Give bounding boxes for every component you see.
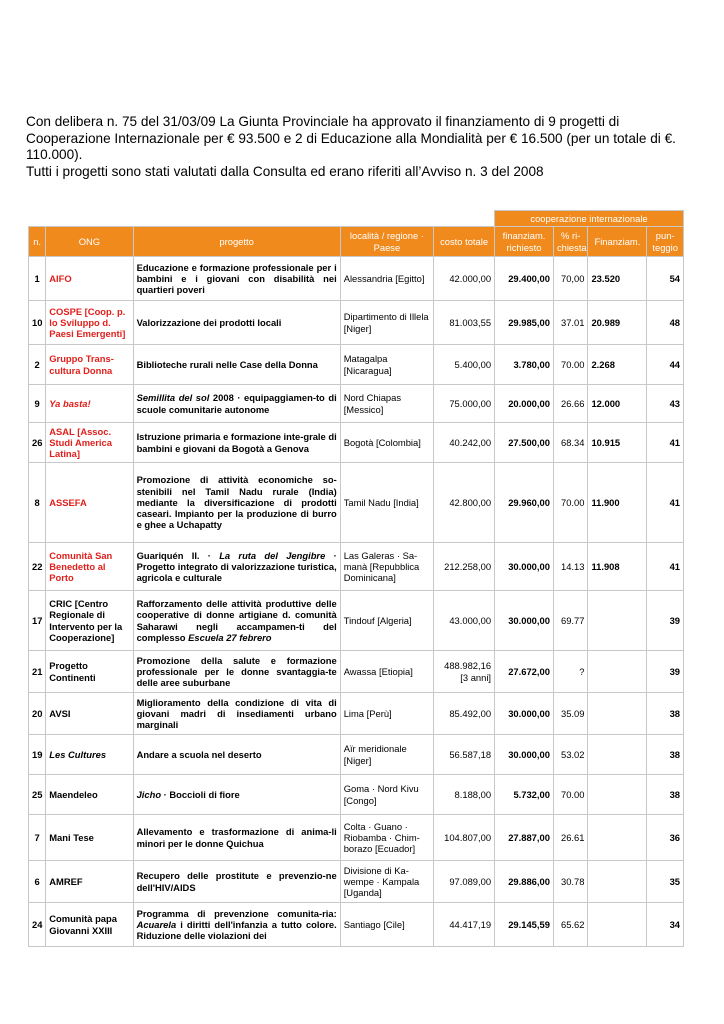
cell-n: 1 [29,257,46,301]
cell-finanziam: 10.915 [588,423,647,463]
cell-costo: 75.000,00 [434,385,495,423]
cell-punteggio: 41 [647,423,684,463]
cell-n: 8 [29,463,46,543]
header-progetto: progetto [133,227,340,257]
header-ong: ONG [46,227,133,257]
cell-progetto [133,543,340,591]
cell-pct: 70.00 [553,775,588,815]
cell-costo: 56.587,18 [434,735,495,775]
cell-localita: Colta · Guano · Riobamba · Chim-borazo [Ecuador] [340,815,433,861]
cell-pct: 70.00 [553,463,588,543]
cell-costo: 104.807,00 [434,815,495,861]
cell-punteggio: 36 [647,815,684,861]
intro-paragraph-1: Con delibera n. 75 del 31/03/09 La Giunta Provinciale ha approvato il finanziamento di 9 progetti di Cooperazione Internazionale per € 93.500 e 2 di Educazione alla Mondialità per € 16.500 (per un totale di €. 110.000). [26,114,676,162]
cell-n: 21 [29,651,46,693]
cell-costo: 8.188,00 [434,775,495,815]
progetto-title-italic: Semillita del sol [136,392,210,404]
cell-localita: Nord Chiapas [Messico] [340,385,433,423]
cell-richiesto: 29.145,59 [495,903,554,947]
cell-n: 2 [29,345,46,385]
cell-localita: Goma · Nord Kivu [Congo] [340,775,433,815]
cell-punteggio: 43 [647,385,684,423]
cell-ong: AIFO [46,257,133,301]
table-row [29,775,684,815]
cell-richiesto: 29.985,00 [495,301,554,345]
cell-finanziam [588,591,647,651]
cell-ong: Comunità San Benedetto al Porto [46,543,133,591]
cell-ong: Mani Tese [46,815,133,861]
cell-localita: Las Galeras · Sa-manà [Repubblica Dominicana] [340,543,433,591]
cell-punteggio: 38 [647,735,684,775]
cell-punteggio: 39 [647,651,684,693]
table-row [29,543,684,591]
cell-ong: Ya basta! [46,385,133,423]
cell-punteggio: 44 [647,345,684,385]
cell-localita: Alessandria [Egitto] [340,257,433,301]
header-finanz-richiesto: finanziam. richiesto [495,227,554,257]
cell-ong: Les Cultures [46,735,133,775]
cell-ong: Maendeleo [46,775,133,815]
cell-punteggio: 38 [647,775,684,815]
cell-n: 9 [29,385,46,423]
table-row [29,735,684,775]
cell-ong: CRIC [Centro Regionale di Intervento per la Cooperazione] [46,591,133,651]
cell-localita: Lima [Perù] [340,693,433,735]
cell-richiesto: 27.500,00 [495,423,554,463]
cell-finanziam: 20.989 [588,301,647,345]
cell-finanziam [588,861,647,903]
header-pct: % ri-chiesta [553,227,588,257]
cell-n: 26 [29,423,46,463]
cell-n: 20 [29,693,46,735]
cell-progetto: Promozione di attività economiche so-stenibili nel Tamil Nadu rurale (India) mediante la diversificazione di prodotti caseari. Impianto per la produzione di burro e ghee a Uchapatty [133,463,340,543]
progetto-text-continued: i diritti dell'infanzia a tutto colore. Riduzione delle violazioni dei [136,918,337,942]
progetto-text: Rafforzamento delle attività produttive delle cooperative di donne artigiane d. comunità Saharawi negli accampamen-ti del complesso [136,598,337,643]
table-row [29,423,684,463]
intro-paragraph-2: Tutti i progetti sono stati valutati dalla Consulta ed erano riferiti all’Avviso n. 3 del 2008 [26,163,544,179]
cell-pct: 53.02 [553,735,588,775]
cell-punteggio: 35 [647,861,684,903]
cell-punteggio: 34 [647,903,684,947]
cell-progetto: Miglioramento della condizione di vita di giovani madri di insediamenti urbano marginali [133,693,340,735]
cell-localita: Bogotà [Colombia] [340,423,433,463]
cell-progetto: Promozione della salute e formazione professionale per le donne svantaggia-te delle aree suburbane [133,651,340,693]
cell-pct: 70.00 [553,345,588,385]
projects-table [28,210,684,947]
cell-costo: 212.258,00 [434,543,495,591]
cell-progetto [133,903,340,947]
cell-richiesto: 30.000,00 [495,591,554,651]
costo-note: [3 anni] [460,671,492,683]
progetto-text: 2008 · equipaggiamen-to di scuole comunitarie autonome [136,392,337,415]
cell-punteggio: 38 [647,693,684,735]
cell-pct: 69.77 [553,591,588,651]
cell-progetto [133,385,340,423]
costo-value: 488.982,16 [444,660,492,672]
cell-punteggio: 39 [647,591,684,651]
cell-pct: 65.62 [553,903,588,947]
table-row [29,861,684,903]
cell-localita: Aïr meridionale [Niger] [340,735,433,775]
cell-progetto [133,775,340,815]
cell-costo [434,651,495,693]
cell-finanziam [588,775,647,815]
cell-progetto: Recupero delle prostitute e prevenzio-ne dell'HIV/AIDS [133,861,340,903]
cell-richiesto: 29.960,00 [495,463,554,543]
cell-localita: Matagalpa [Nicaragua] [340,345,433,385]
table-row [29,815,684,861]
cell-ong: ASAL [Assoc. Studi America Latina] [46,423,133,463]
cell-costo: 81.003,55 [434,301,495,345]
cell-progetto: Andare a scuola nel deserto [133,735,340,775]
table-row [29,257,684,301]
cell-finanziam [588,815,647,861]
cell-richiesto: 27.672,00 [495,651,554,693]
cell-ong: Gruppo Trans-cultura Donna [46,345,133,385]
header-punteggio: pun-teggio [647,227,684,257]
cell-progetto: Allevamento e trasformazione di anima-li minori per le donne Quichua [133,815,340,861]
cell-ong: ASSEFA [46,463,133,543]
progetto-title-italic: Jicho [136,788,162,800]
cell-localita: Dipartimento di Illela [Niger] [340,301,433,345]
cell-finanziam: 2.268 [588,345,647,385]
cell-richiesto: 30.000,00 [495,543,554,591]
header-blank [29,211,495,227]
cell-n: 17 [29,591,46,651]
cell-costo: 5.400,00 [434,345,495,385]
table-row [29,345,684,385]
cell-richiesto: 30.000,00 [495,735,554,775]
table-row [29,463,684,543]
cell-richiesto: 27.887,00 [495,815,554,861]
cell-punteggio: 48 [647,301,684,345]
table-row [29,591,684,651]
header-finanziam: Finanziam. [588,227,647,257]
cell-n: 6 [29,861,46,903]
progetto-prefix: Guariquén II. · [136,549,220,561]
cell-pct: 30.78 [553,861,588,903]
cell-finanziam [588,693,647,735]
cell-punteggio: 41 [647,543,684,591]
cell-richiesto: 29.400,00 [495,257,554,301]
progetto-text: · Progetto integrato di valorizzazione turistica, agricola e culturale [136,549,337,584]
cell-finanziam: 11.900 [588,463,647,543]
cell-localita: Tindouf [Algeria] [340,591,433,651]
cell-pct: 70,00 [553,257,588,301]
header-n: n. [29,227,46,257]
cell-costo: 43.000,00 [434,591,495,651]
cell-pct: ? [553,651,588,693]
progetto-text: · Boccioli di fiore [161,788,240,800]
cell-richiesto: 30.000,00 [495,693,554,735]
cell-n: 19 [29,735,46,775]
cell-finanziam [588,651,647,693]
cell-costo: 97.089,00 [434,861,495,903]
cell-ong: Progetto Continenti [46,651,133,693]
progetto-title-italic: La ruta del Jengibre [219,549,326,561]
cell-richiesto: 3.780,00 [495,345,554,385]
cell-punteggio: 41 [647,463,684,543]
cell-localita: Tamil Nadu [India] [340,463,433,543]
header-costo: costo totale [434,227,495,257]
header-localita: località / regione · Paese [340,227,433,257]
cell-finanziam: 12.000 [588,385,647,423]
cell-progetto: Biblioteche rurali nelle Case della Donna [133,345,340,385]
cell-pct: 26.61 [553,815,588,861]
table-row [29,693,684,735]
cell-pct: 37.01 [553,301,588,345]
cell-finanziam [588,735,647,775]
table-row [29,651,684,693]
cell-localita: Divisione di Ka-wempe · Kampala [Uganda] [340,861,433,903]
cell-costo: 40.242,00 [434,423,495,463]
cell-costo: 42.800,00 [434,463,495,543]
cell-pct: 68.34 [553,423,588,463]
cell-punteggio: 54 [647,257,684,301]
table-row [29,385,684,423]
cell-ong: AMREF [46,861,133,903]
progetto-title-italic: Acuarela [136,918,177,930]
progetto-title-italic: Escuela 27 febrero [188,631,272,643]
header-group-cooperazione: cooperazione internazionale [495,211,684,227]
cell-n: 10 [29,301,46,345]
cell-finanziam: 23.520 [588,257,647,301]
cell-n: 24 [29,903,46,947]
cell-finanziam [588,903,647,947]
cell-pct: 26.66 [553,385,588,423]
cell-richiesto: 20.000,00 [495,385,554,423]
cell-progetto: Valorizzazione dei prodotti locali [133,301,340,345]
progetto-text: Programma di prevenzione comunita-ria: [136,907,337,919]
cell-localita: Santiago [Cile] [340,903,433,947]
cell-finanziam: 11.908 [588,543,647,591]
cell-n: 22 [29,543,46,591]
table-row [29,301,684,345]
cell-n: 25 [29,775,46,815]
cell-costo: 44.417,19 [434,903,495,947]
cell-richiesto: 5.732,00 [495,775,554,815]
cell-richiesto: 29.886,00 [495,861,554,903]
intro-text [26,114,698,180]
cell-pct: 35.09 [553,693,588,735]
cell-progetto: Educazione e formazione professionale per i bambini e i giovani con disabilità nei quartieri poveri [133,257,340,301]
cell-ong: Comunità papa Giovanni XXIII [46,903,133,947]
cell-ong: AVSI [46,693,133,735]
cell-ong: COSPE [Coop. p. lo Sviluppo d. Paesi Emergenti] [46,301,133,345]
cell-localita: Awassa [Etiopia] [340,651,433,693]
table-row [29,903,684,947]
cell-costo: 42.000,00 [434,257,495,301]
cell-progetto: Istruzione primaria e formazione inte-grale di bambini e giovani da Bogotà a Genova [133,423,340,463]
cell-costo: 85.492,00 [434,693,495,735]
cell-n: 7 [29,815,46,861]
cell-progetto [133,591,340,651]
cell-pct: 14.13 [553,543,588,591]
